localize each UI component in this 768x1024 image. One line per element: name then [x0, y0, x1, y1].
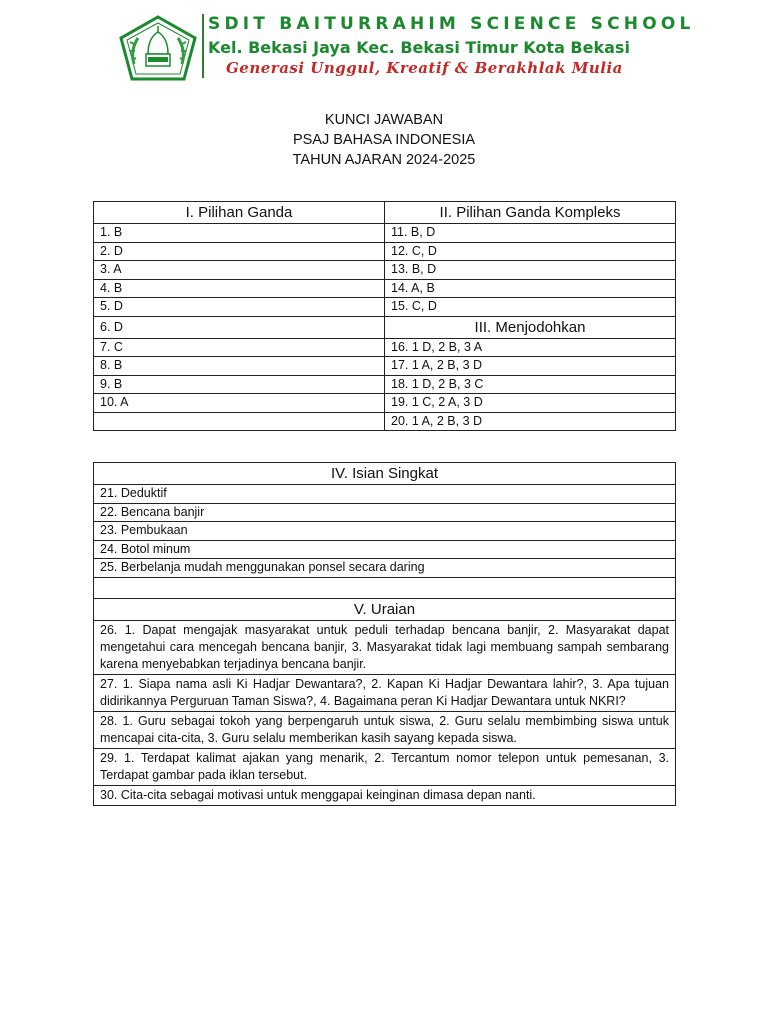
answer-cell: 23. Pembukaan — [94, 522, 676, 541]
answer-cell: 6. D — [94, 316, 385, 338]
empty-cell — [94, 577, 676, 598]
answer-cell: 7. C — [94, 338, 385, 357]
answer-cell: 20. 1 A, 2 B, 3 D — [385, 412, 676, 431]
answer-cell: 14. A, B — [385, 279, 676, 298]
answer-cell: 17. 1 A, 2 B, 3 D — [385, 357, 676, 376]
answer-cell: 24. Botol minum — [94, 540, 676, 559]
document-title — [0, 110, 768, 170]
section-1-heading: I. Pilihan Ganda — [94, 202, 385, 224]
answer-cell: 16. 1 D, 2 B, 3 A — [385, 338, 676, 357]
answer-cell: 21. Deduktif — [94, 485, 676, 504]
answer-cell: 1. B — [94, 224, 385, 243]
title-line-3: TAHUN AJARAN 2024-2025 — [292, 152, 476, 168]
letterhead — [118, 12, 695, 82]
answer-cell: 2. D — [94, 242, 385, 261]
answer-cell: 13. B, D — [385, 261, 676, 280]
school-address: Kel. Bekasi Jaya Kec. Bekasi Timur Kota Bekasi — [208, 38, 630, 57]
answer-cell: 27. 1. Siapa nama asli Ki Hadjar Dewantara?, 2. Kapan Ki Hadjar Dewantara lahir?, 3. Apa tujuan didirikannya Perguruan Taman Siswa?, 4. Bagaimana peran Ki Hadjar Dewantara untuk NKRI? — [94, 674, 676, 711]
title-line-1: KUNCI JAWABAN — [324, 112, 444, 128]
answer-cell: 10. A — [94, 394, 385, 413]
answer-cell: 5. D — [94, 298, 385, 317]
school-motto: Generasi Unggul, Kreatif & Berakhlak Mulia — [226, 59, 623, 77]
answer-cell: 29. 1. Terdapat kalimat ajakan yang menarik, 2. Tercantum nomor telepon untuk pemesanan, 3. Terdapat gambar pada iklan tersebut. — [94, 748, 676, 785]
section-5-heading: V. Uraian — [94, 598, 676, 620]
school-crest-icon — [118, 14, 198, 82]
answer-cell: 15. C, D — [385, 298, 676, 317]
section-2-heading: II. Pilihan Ganda Kompleks — [385, 202, 676, 224]
answer-cell: 22. Bencana banjir — [94, 503, 676, 522]
answer-cell: 9. B — [94, 375, 385, 394]
empty-cell — [94, 412, 385, 431]
school-name: SDIT BAITURRAHIM SCIENCE SCHOOL — [208, 14, 695, 34]
answer-cell: 18. 1 D, 2 B, 3 C — [385, 375, 676, 394]
answer-cell: 3. A — [94, 261, 385, 280]
answer-cell: 11. B, D — [385, 224, 676, 243]
answer-cell: 19. 1 C, 2 A, 3 D — [385, 394, 676, 413]
title-line-2: PSAJ BAHASA INDONESIA — [292, 132, 476, 148]
answer-table-1 — [93, 201, 676, 431]
answer-cell: 26. 1. Dapat mengajak masyarakat untuk peduli terhadap bencana banjir, 2. Masyarakat dapat mengetahui cara mencegah bencana banjir, 3. Masyarakat tidak lagi membuang sampah sembarang karena menyebabkan terjadinya bencana banjir. — [94, 620, 676, 674]
answer-cell: 12. C, D — [385, 242, 676, 261]
answer-cell: 8. B — [94, 357, 385, 376]
section-3-heading: III. Menjodohkan — [385, 316, 676, 338]
answer-cell: 25. Berbelanja mudah menggunakan ponsel secara daring — [94, 559, 676, 578]
answer-cell: 28. 1. Guru sebagai tokoh yang berpengaruh untuk siswa, 2. Guru selalu membimbing siswa untuk mencapai cita-cita, 3. Guru selalu memberikan kasih sayang kepada siswa. — [94, 711, 676, 748]
answer-cell: 4. B — [94, 279, 385, 298]
answer-cell: 30. Cita-cita sebagai motivasi untuk menggapai keinginan dimasa depan nanti. — [94, 785, 676, 806]
section-4-heading: IV. Isian Singkat — [94, 463, 676, 485]
answer-table-2 — [93, 462, 676, 806]
header-divider — [202, 14, 204, 78]
